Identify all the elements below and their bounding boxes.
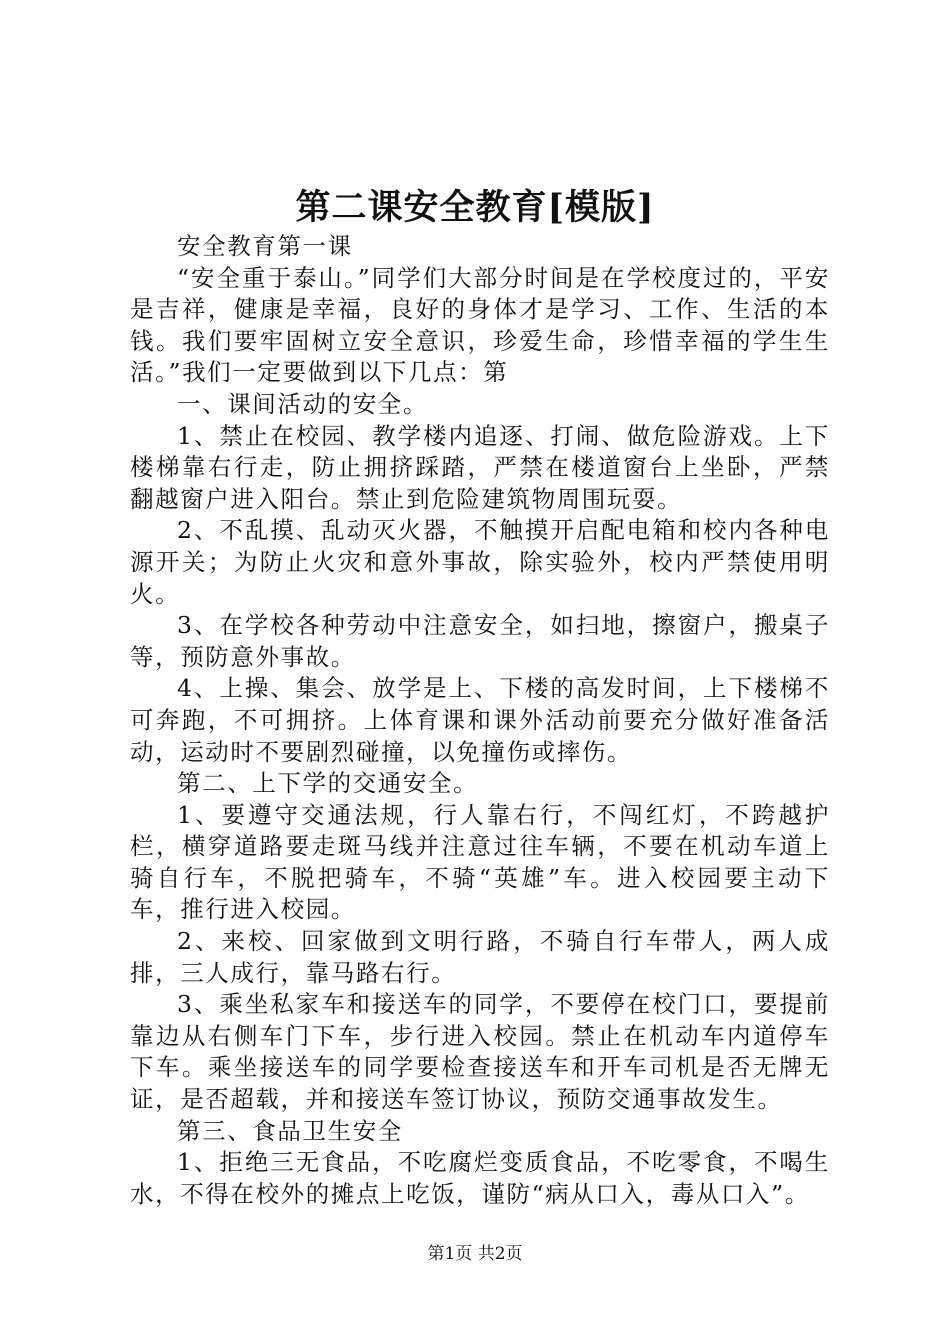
- document-title: 第二课安全教育[模版]: [295, 187, 655, 228]
- section-heading-food-safety: 第三、食品卫生安全: [177, 1116, 403, 1145]
- section-heading-traffic-safety: 第二、上下学的交通安全。: [177, 769, 479, 798]
- paragraph-item: 2、不乱摸、乱动灭火器，不触摸开启配电箱和校内各种电源开关；为防止火灾和意外事故，除实验外，校内严禁使用明火。: [130, 516, 830, 608]
- paragraph-item: 1、要遵守交通法规，行人靠右行，不闯红灯，不跨越护栏，横穿道路要走斑马线并注意过往车辆，不要在机动车道上骑自行车，不脱把骑车，不骑“英雄”车。进入校园要主动下车，推行进入校园。: [130, 800, 830, 924]
- section-heading-recess-safety: 一、课间活动的安全。: [177, 389, 428, 418]
- paragraph-item: 1、拒绝三无食品，不吃腐烂变质食品，不吃零食，不喝生水，不得在校外的摊点上吃饭，谨防“病从口入，毒从口入”。: [130, 1148, 830, 1208]
- paragraph-item: 4、上操、集会、放学是上、下楼的高发时间，上下楼梯不可奔跑，不可拥挤。上体育课和课外活动前要充分做好准备活动，运动时不要剧烈碰撞，以免撞伤或摔伤。: [130, 674, 830, 766]
- paragraph-item: 3、乘坐私家车和接送车的同学，不要停在校门口，要提前靠边从右侧车门下车，步行进入校园。禁止在机动车内道停车下车。乘坐接送车的同学要检查接送车和开车司机是否无牌无证，是否超载，并和接送车签订协议，预防交通事故发生。: [130, 990, 830, 1114]
- paragraph-item: 3、在学校各种劳动中注意安全，如扫地，擦窗户，搬桌子等，预防意外事故。: [130, 611, 830, 671]
- paragraph-lesson-heading: 安全教育第一课: [177, 232, 353, 260]
- document-body: [130, 231, 830, 1210]
- paragraph-intro: “安全重于泰山。”同学们大部分时间是在学校度过的，平安是吉祥，健康是幸福，良好的身体才是学习、工作、生活的本钱。我们要牢固树立安全意识，珍爱生命，珍惜幸福的学生生活。”我们一定要做到以下几点：第: [130, 263, 830, 387]
- paragraph-item: 2、来校、回家做到文明行路，不骑自行车带人，两人成排，三人成行，靠马路右行。: [130, 927, 830, 987]
- page-footer: 第1页 共2页: [427, 1244, 523, 1264]
- paragraph-item: 1、禁止在校园、教学楼内追逐、打闹、做危险游戏。上下楼梯靠右行走，防止拥挤踩踏，严禁在楼道窗台上坐卧，严禁翻越窗户进入阳台。禁止到危险建筑物周围玩耍。: [130, 421, 830, 513]
